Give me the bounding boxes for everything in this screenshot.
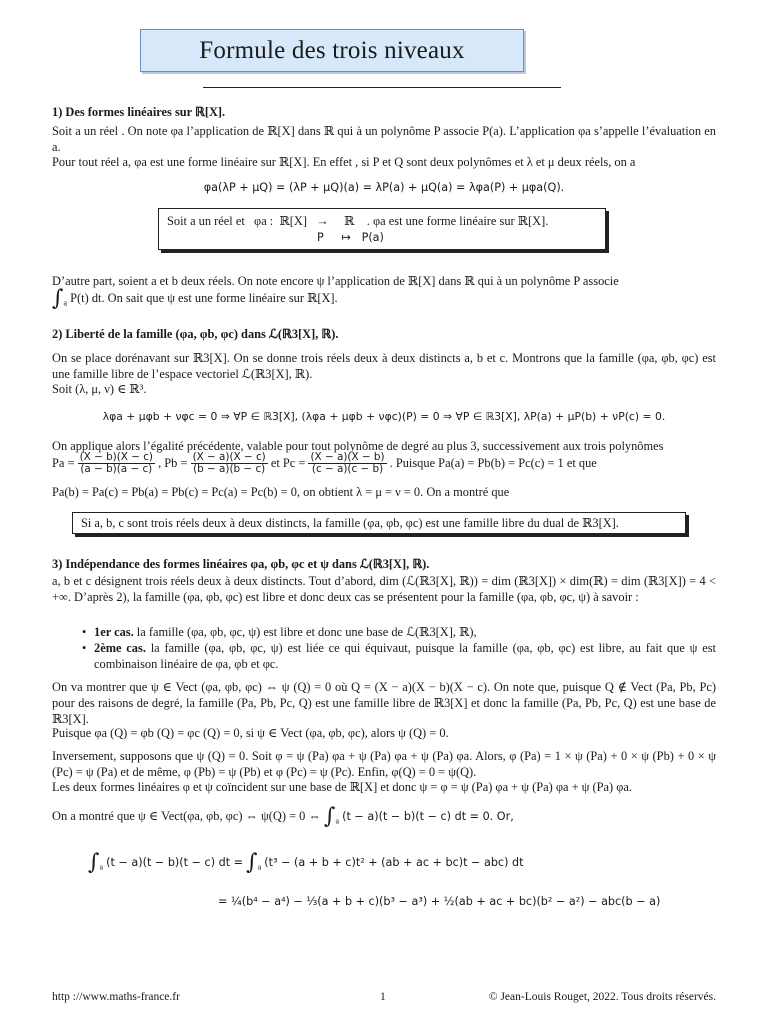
result-text: Si a, b, c sont trois réels deux à deux distincts, la famille (φa, φb, φc) est une famille libre du dual de ℝ3[X].	[81, 516, 619, 530]
footer-copyright: © Jean-Louis Rouget, 2022. Tous droits réservés.	[488, 991, 716, 1003]
definition-box	[158, 208, 606, 250]
section-1-heading: 1) Des formes linéaires sur ℝ[X].	[52, 105, 226, 119]
title-box	[140, 29, 524, 72]
integral-bounds: a	[257, 862, 262, 872]
polynomials-line	[52, 452, 716, 476]
integral-sign: ∫	[88, 850, 100, 875]
section-2-paragraph-3: On applique alors l’égalité précédente, valable pour tout polynôme de degré au plus 3, successivement aux trois polynômes	[52, 439, 664, 453]
pb-fraction	[191, 452, 268, 476]
section-3-paragraph-3: Puisque φa (Q) = φb (Q) = φc (Q) = 0, si ψ ∈ Vect (φa, φb, φc), alors ψ (Q) = 0.	[52, 726, 449, 740]
pa-numerator: (X − b)(X − c)	[79, 451, 153, 463]
integral-sign: ∫	[323, 804, 336, 829]
footer-page-number: 1	[380, 991, 386, 1003]
section-2-paragraph-2: Soit (λ, μ, ν) ∈ ℝ³.	[52, 382, 147, 396]
integral-bounds: a	[335, 816, 340, 826]
pc-numerator: (X − a)(X − b)	[310, 451, 385, 463]
title-rule	[203, 87, 561, 88]
expansion-left: (t − a)(t − b)(t − c) dt =	[106, 855, 244, 869]
pc-fraction	[308, 452, 386, 476]
case-1	[94, 624, 716, 640]
section-3-paragraph-4: Inversement, supposons que ψ (Q) = 0. Soit φ = ψ (Pa) φa + ψ (Pa) φa + ψ (Pa) φa. Alors, φ (Pa) = 1 × ψ (Pa) + 0 × ψ (Pb) + 0 × ψ (Pc) = ψ (Pa) et de même, φ (Pb) = ψ (Pb) et φ (Pc) = ψ (Pc). Enfin, φ(Q) = 0 = ψ(Q).	[52, 749, 716, 780]
section-2-paragraph-4: . Puisque Pa(a) = Pb(b) = Pc(c) = 1 et que	[389, 455, 597, 470]
pa-denominator: (a − b)(a − c)	[80, 463, 153, 476]
pc-label: et Pc =	[270, 455, 306, 470]
integral-bounds: a	[63, 298, 68, 308]
conclusion-right: (t − a)(t − b)(t − c) dt = 0. Or,	[342, 809, 514, 823]
section-2-paragraph-1: On se place dorénavant sur ℝ3[X]. On se donne trois réels deux à deux distincts a, b et c. Montrons que la famille (φa, φb, φc) est une famille libre de l’espace vectoriel ℒ(ℝ3[X], ℝ).	[52, 351, 716, 382]
pb-numerator: (X − a)(X − c)	[192, 451, 266, 463]
result-box	[72, 512, 686, 534]
section-2-equation: λφa + μφb + νφc = 0 ⇒ ∀P ∈ ℝ3[X], (λφa + μφb + νφc)(P) = 0 ⇒ ∀P ∈ ℝ3[X], λP(a) + μP(b) + νP(c) = 0.	[102, 410, 666, 423]
section-3-paragraph-5: Les deux formes linéaires φ et ψ coïncident sur une base de ℝ[X] et donc ψ = φ = ψ (Pa) φa + ψ (Pa) φa + ψ (Pa) φa.	[52, 780, 633, 794]
expansion-line-1	[88, 852, 716, 874]
pa-label: Pa =	[52, 455, 75, 470]
section-1-equation: φa(λP + μQ) = (λP + μQ)(a) = λP(a) + μQ(a) = λφa(P) + μφa(Q).	[203, 181, 565, 194]
case-1-text: la famille (φa, φb, φc, ψ) est libre et donc une base de ℒ(ℝ3[X], ℝ),	[133, 625, 477, 639]
expansion-line-2: = ¼(b⁴ − a⁴) − ⅓(a + b + c)(b³ − a³) + ½(ab + ac + bc)(b² − a²) − abc(b − a)	[218, 895, 661, 908]
case-2-text: la famille (φa, φb, φc, ψ) est liée ce qui équivaut, puisque la famille (φa, φb, φc) est libre, au fait que ψ est combinaison linéaire de φa, φb et φc.	[94, 641, 716, 672]
integral-sign: ∫	[52, 286, 64, 311]
cases-list	[72, 624, 716, 672]
section-3-paragraph-1: a, b et c désignent trois réels deux à deux distincts. Tout d’abord, dim (ℒ(ℝ3[X], ℝ)) = dim (ℝ3[X]) × dim(ℝ) = dim (ℝ3[X]) = 4 < +∞. D’après 2), la famille (φa, φb, φc) est libre et donc deux cas se présentent pour la famille (φa, φb, φc, ψ) à savoir :	[52, 574, 716, 605]
expansion-right: (t³ − (a + b + c)t² + (ab + ac + bc)t − abc) dt	[264, 855, 524, 869]
section-1-paragraph-4: P(t) dt. On sait que ψ est une forme linéaire sur ℝ[X].	[70, 290, 338, 305]
section-3-paragraph-2: On va montrer que ψ ∈ Vect (φa, φb, φc) ⇔ ψ (Q) = 0 où Q = (X − a)(X − b)(X − c). On note que, puisque Q ∉ Vect (Pa, Pb, Pc) pour des raisons de degré, la famille (Pa, Pb, Pc, Q) est une famille libre de ℝ3[X] et donc la famille (Pa, Pb, Pc, Q) est une base de ℝ3[X].	[52, 680, 716, 727]
integral-sign: ∫	[246, 850, 258, 875]
footer-url[interactable]: http ://www.maths-france.fr	[52, 991, 180, 1003]
section-3-conclusion	[52, 806, 716, 828]
section-3-heading: 3) Indépendance des formes linéaires φa, φb, φc et ψ dans ℒ(ℝ3[X], ℝ).	[52, 557, 430, 571]
section-1-paragraph-2: Pour tout réel a, φa est une forme linéaire sur ℝ[X]. En effet , si P et Q sont deux polynômes et λ et μ deux réels, on a	[52, 155, 636, 169]
case-1-label: 1er cas.	[94, 625, 134, 639]
section-1-paragraph-3: D’autre part, soient a et b deux réels. On note encore ψ l’application de ℝ[X] dans ℝ qui à un polynôme P associe	[52, 274, 619, 288]
integral-bounds: a	[99, 862, 104, 872]
pb-denominator: (b − a)(b − c)	[193, 463, 266, 476]
page-title: Formule des trois niveaux	[199, 37, 465, 64]
conclusion-left: On a montré que ψ ∈ Vect(φa, φb, φc) ⇔ ψ(Q) = 0 ⇔	[52, 808, 321, 823]
section-2-heading: 2) Liberté de la famille (φa, φb, φc) dans ℒ(ℝ3[X], ℝ).	[52, 327, 339, 341]
definition-line-2: P ↦ P(a)	[317, 231, 384, 244]
case-2	[94, 640, 716, 672]
pb-label: , Pb =	[158, 455, 188, 470]
pc-denominator: (c − a)(c − b)	[311, 463, 384, 476]
integral-line	[52, 288, 716, 310]
section-2-paragraph-5: Pa(b) = Pa(c) = Pb(a) = Pb(c) = Pc(a) = Pc(b) = 0, on obtient λ = μ = ν = 0. On a montré que	[52, 485, 510, 499]
pa-fraction	[78, 452, 155, 476]
definition-line-1: Soit a un réel et φa : ℝ[X] → ℝ . φa est une forme linéaire sur ℝ[X].	[167, 214, 549, 228]
section-1-paragraph-1: Soit a un réel . On note φa l’application de ℝ[X] dans ℝ qui à un polynôme P associe P(a). L’application φa s’appelle l’évaluation en a.	[52, 124, 716, 155]
case-2-label: 2ème cas.	[94, 641, 146, 656]
